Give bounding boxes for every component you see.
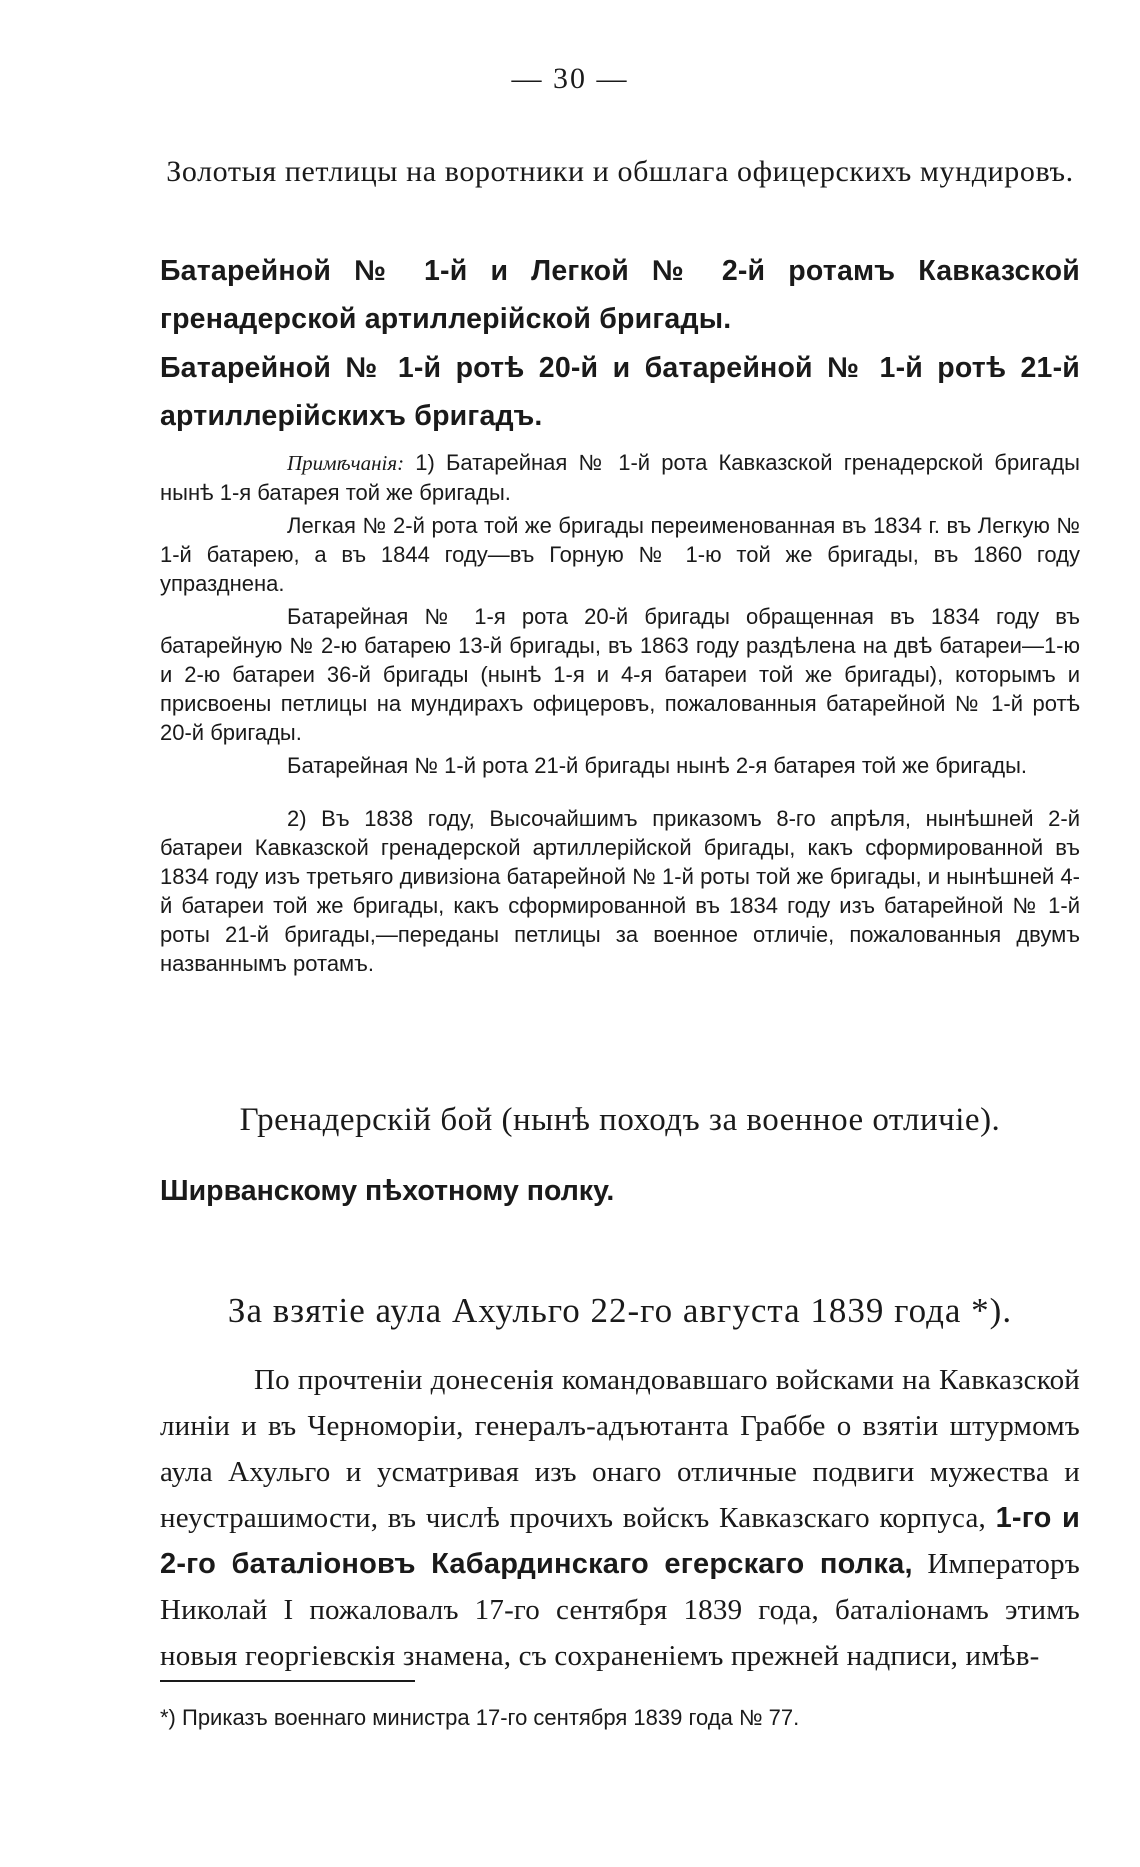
note-paragraph: 2) Въ 1838 году, Высочайшимъ приказомъ 8-го апрѣля, нынѣшней 2-й батареи Кавказской гренадерской артиллерійской бригады, какъ сформированной въ 1834 году изъ третьяго дивизіона батарейной № 1-й роты той же бригады, и нынѣшней 4-й батареи той же бригады, какъ сформированной въ 1834 году изъ батарейной № 1-й роты 21-й бригады,—переданы петлицы за военное отличіе, пожалованныя двумъ названнымъ ротамъ.	[160, 806, 1080, 976]
notes-label: Примѣчанія:	[287, 451, 405, 475]
heading-batteries-caucasian: Батарейной № 1-й и Легкой № 2-й ротамъ Кавказской гренадерской артиллерійской бригады.	[160, 255, 1080, 335]
note-paragraph: Батарейная № 1-я рота 20-й бригады обращенная въ 1834 году въ батарейную № 2-ю батарею 13-й бригады, въ 1863 году раздѣлена на двѣ батареи—1-ю и 2-ю батареи 36-й бригады (нынѣ 1-я и 4-я батареи той же бригады), которымъ и присвоены петлицы на мундирахъ офицеровъ, пожалованныя батарейной № 1-й ротѣ 20-й бригады.	[160, 604, 1080, 745]
body-text	[160, 1357, 1080, 1679]
heading-batteries-20-21: Батарейной № 1-й ротѣ 20-й и батарейной № 1-й ротѣ 21-й артиллерійскихъ бригадъ.	[160, 352, 1080, 432]
note-paragraph: Легкая № 2-й рота той же бригады переименованная въ 1834 г. въ Легкую № 1-й батарею, а въ 1844 году—въ Горную № 1-ю той же бригады, въ 1860 году упразднена.	[160, 513, 1080, 596]
regiment-heading: Ширванскому пѣхотному полку.	[160, 1175, 615, 1207]
body-text-part2: Императоръ Николай I пожаловалъ 17-го сентября 1839 года, баталіонамъ этимъ новыя георгіевскія знамена, съ сохраненіемъ прежней надписи, имѣв-	[160, 1548, 1080, 1672]
note-paragraph	[160, 448, 1080, 507]
notes-block	[160, 448, 1080, 982]
page-number: — 30 —	[511, 62, 629, 95]
footnote: *) Приказъ военнаго министра 17-го сентября 1839 года № 77.	[160, 1705, 800, 1730]
body-paragraph	[160, 1357, 1080, 1679]
motto-line: Гренадерскій бой (нынѣ походъ за военное отличіе).	[239, 1102, 1001, 1138]
footnote-divider	[160, 1680, 415, 1682]
body-text-part1: По прочтеніи донесенія командовавшаго войсками на Кавказской линіи и въ Черноморіи, генералъ-адъютанта Граббе о взятіи штурмомъ аула Ахульго и усматривая изъ онаго отличные подвиги мужества и неустрашимости, въ числѣ прочихъ войскъ Кавказскаго корпуса,	[160, 1364, 1080, 1534]
note-text: 1) Батарейная № 1-й рота Кавказской гренадерской бригады нынѣ 1-я батарея той же бригады.	[160, 450, 1080, 505]
award-title: За взятіе аула Ахульго 22-го августа 1839 года *).	[227, 1291, 1013, 1330]
note-paragraph: Батарейная № 1-й рота 21-й бригады нынѣ 2-я батарея той же бригады.	[287, 753, 1028, 778]
section-title: Золотыя петлицы на воротники и обшлага офицерскихъ мундировъ.	[166, 155, 1074, 188]
body-text-bold: 1-го и 2-го баталіоновъ Кабардинскаго егерскаго полка,	[160, 1502, 1081, 1580]
